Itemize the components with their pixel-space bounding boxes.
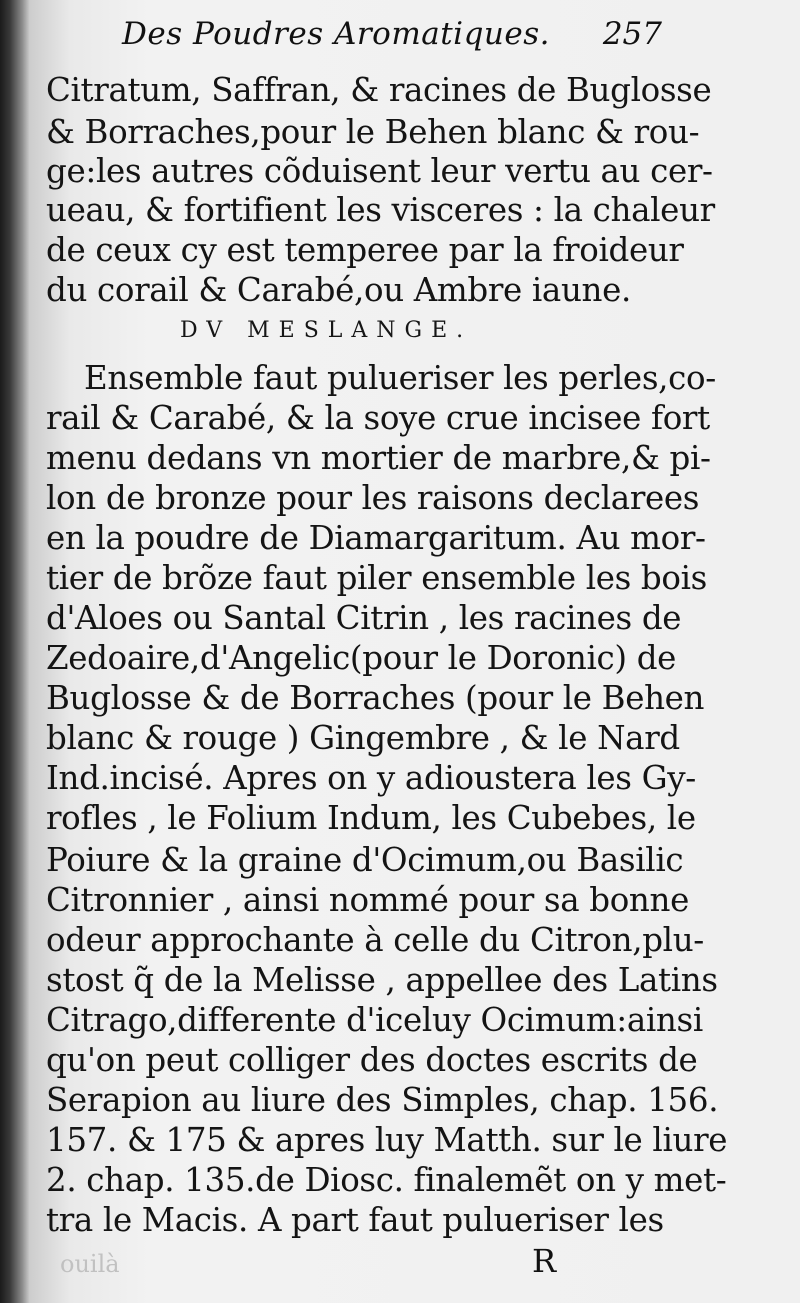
text-line: Zedoaire,d'Angelic(pour le Doronic) de xyxy=(46,639,677,677)
running-head: Des Poudres Aromatiques. xyxy=(122,16,551,52)
text-line: Citrago,differente d'iceluy Ocimum:ainsi xyxy=(46,1001,703,1039)
text-line: 2. chap. 135.de Diosc. finalemẽt on y met- xyxy=(46,1161,727,1199)
section-heading: DV MESLANGE. xyxy=(180,318,473,343)
text-line: ueau, & fortifient les visceres : la chaleur xyxy=(46,191,715,229)
text-line: ge:les autres cõduisent leur vertu au cer- xyxy=(46,152,713,190)
signature-mark: R xyxy=(532,1242,557,1280)
text-line: Ind.incisé. Apres on y adioustera les Gy- xyxy=(46,759,696,797)
text-line: menu dedans vn mortier de marbre,& pi- xyxy=(46,439,711,477)
text-line: Buglosse & de Borraches (pour le Behen xyxy=(46,679,705,717)
text-line: qu'on peut colliger des doctes escrits de xyxy=(46,1041,698,1079)
text-line: tra le Macis. A part faut pulueriser les xyxy=(46,1201,664,1239)
text-line: en la poudre de Diamargaritum. Au mor- xyxy=(46,519,706,557)
text-line: tier de brõze faut piler ensemble les bois xyxy=(46,559,707,597)
text-line: blanc & rouge ) Gingembre , & le Nard xyxy=(46,719,680,757)
text-line: Poiure & la graine d'Ocimum,ou Basilic xyxy=(46,841,684,879)
book-gutter xyxy=(0,0,30,1303)
text-line: stost q̃ de la Melisse , appellee des Latins xyxy=(46,961,718,999)
text-line: rail & Carabé, & la soye crue incisee fort xyxy=(46,399,710,437)
text-line: d'Aloes ou Santal Citrin , les racines de xyxy=(46,599,682,637)
text-line: rofles , le Folium Indum, les Cubebes, le xyxy=(46,799,696,837)
text-line: Citratum, Saffran, & racines de Buglosse xyxy=(46,71,712,109)
text-line: odeur approchante à celle du Citron,plu- xyxy=(46,921,704,959)
text-line: Citronnier , ainsi nommé pour sa bonne xyxy=(46,881,689,919)
page-header xyxy=(122,12,662,52)
bleed-through-text: ouilà xyxy=(60,1250,120,1278)
text-line: du corail & Carabé,ou Ambre iaune. xyxy=(46,271,631,309)
text-line: & Borraches,pour le Behen blanc & rou- xyxy=(46,113,700,151)
text-line: lon de bronze pour les raisons declarees xyxy=(46,479,700,517)
text-line: de ceux cy est temperee par la froideur xyxy=(46,231,684,269)
text-line: 157. & 175 & apres luy Matth. sur le liure xyxy=(46,1121,728,1159)
page-number: 257 xyxy=(602,16,662,52)
text-line: Ensemble faut pulueriser les perles,co- xyxy=(84,359,716,397)
text-line: Serapion au liure des Simples, chap. 156. xyxy=(46,1081,719,1119)
